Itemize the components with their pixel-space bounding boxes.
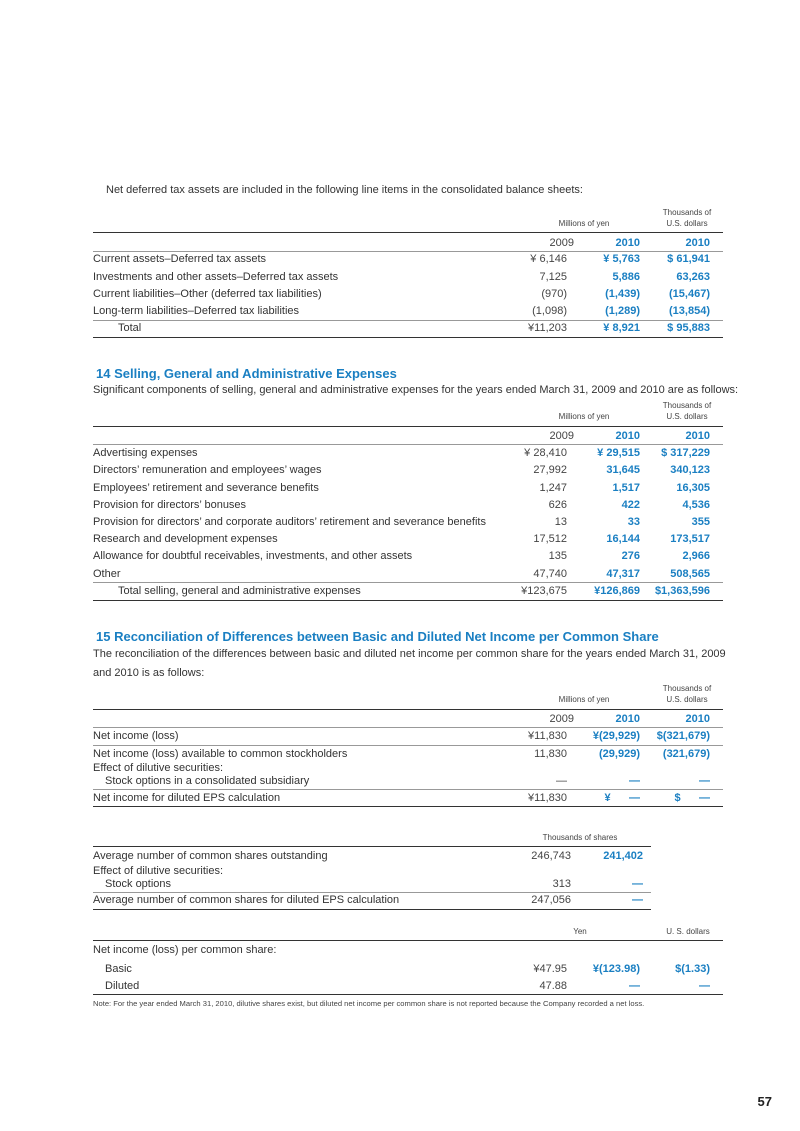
value-usd: $ 317,229 xyxy=(661,447,710,459)
row-label: Directors’ remuneration and employees’ wages xyxy=(93,464,322,476)
value-usd: $ 95,883 xyxy=(667,322,710,334)
section-15-intro-2: and 2010 is as follows: xyxy=(93,667,205,679)
row-label: Effect of dilutive securities: xyxy=(93,762,224,774)
deferred-top-rule xyxy=(93,232,723,233)
table-row xyxy=(93,479,710,497)
value-2009: 1,247 xyxy=(539,482,567,494)
value-usd: 4,536 xyxy=(682,499,710,511)
value-2009: 27,992 xyxy=(533,464,567,476)
value-usd: 173,517 xyxy=(670,533,710,545)
value-2010: 47,317 xyxy=(606,568,640,580)
row-label: Total selling, general and administrative expenses xyxy=(118,585,361,597)
value-2010: ¥(29,929) xyxy=(592,730,640,742)
value-usd: 63,263 xyxy=(676,271,710,283)
table-row xyxy=(93,513,710,531)
value-2009: 17,512 xyxy=(533,533,567,545)
row-label: Average number of common shares for diluted EPS calculation xyxy=(93,894,400,906)
footnote: Note: For the year ended March 31, 2010, dilutive shares exist, but diluted net income per common share is not reported because the Company recorded a net loss. xyxy=(93,999,645,1008)
sga-unit-yen: Millions of yen xyxy=(558,412,610,421)
value-usd: 16,305 xyxy=(676,482,710,494)
value-usd: 508,565 xyxy=(670,568,710,580)
deferred-unit-usd-2: U.S. dollars xyxy=(666,219,708,228)
row-label: Net income (loss) available to common stockholders xyxy=(93,748,348,760)
table-row xyxy=(93,977,710,995)
value-2009: ¥11,830 xyxy=(528,730,567,742)
value-2010: — xyxy=(632,878,643,890)
sga-top-rule xyxy=(93,426,723,427)
section-14-title: 14 Selling, General and Administrative Expenses xyxy=(96,366,397,381)
row-label: Advertising expenses xyxy=(93,447,198,459)
value-2009: ¥ 28,410 xyxy=(524,447,567,459)
shares-unit: Thousands of shares xyxy=(542,833,618,842)
value-usd: — xyxy=(699,980,710,992)
eps-top-rule xyxy=(93,709,723,710)
value-2009: 626 xyxy=(548,499,567,511)
section-15-title: 15 Reconciliation of Differences between Basic and Diluted Net Income per Common Share xyxy=(96,629,659,644)
sga-year-2010-usd: 2010 xyxy=(685,430,710,442)
deferred-year-2010: 2010 xyxy=(615,237,640,249)
section-14-intro: Significant components of selling, general and administrative expenses for the years ended March 31, 2009 and 2010 are as follows: xyxy=(93,384,739,396)
row-label: Long-term liabilities–Deferred tax liabilities xyxy=(93,305,300,317)
sga-year-2010: 2010 xyxy=(615,430,640,442)
value-2010: ¥ — xyxy=(604,792,640,804)
eps-year-2009: 2009 xyxy=(549,713,574,725)
value-2009: 13 xyxy=(554,516,567,528)
value-usd: 340,123 xyxy=(670,464,710,476)
eps-bottom-rule xyxy=(93,806,723,807)
table-row xyxy=(93,565,710,583)
value-2010: ¥ 5,763 xyxy=(603,253,640,265)
row-label: Investments and other assets–Deferred tax assets xyxy=(93,271,339,283)
per-share-bottom-rule xyxy=(93,994,723,995)
value-2010: 276 xyxy=(621,550,640,562)
row-label: Net income (loss) per common share: xyxy=(93,944,277,956)
deferred-unit-yen: Millions of yen xyxy=(558,219,610,228)
value-2010: ¥126,869 xyxy=(594,585,640,597)
row-label: Employees’ retirement and severance benefits xyxy=(93,482,319,494)
row-label: Average number of common shares outstanding xyxy=(93,850,328,862)
value-2009: (1,098) xyxy=(532,305,567,317)
table-row-total xyxy=(93,789,710,807)
deferred-year-2009: 2009 xyxy=(549,237,574,249)
value-2009: ¥ 6,146 xyxy=(530,253,567,265)
value-usd: $ 61,941 xyxy=(667,253,710,265)
value-2010: 241,402 xyxy=(603,850,643,862)
row-label: Allowance for doubtful receivables, investments, and other assets xyxy=(93,550,413,562)
value-usd: (321,679) xyxy=(662,748,710,760)
value-usd: 355 xyxy=(691,516,710,528)
value-2010: 1,517 xyxy=(612,482,640,494)
value-2009: 11,830 xyxy=(534,748,567,760)
value-2009: — xyxy=(556,775,567,787)
value-2010: (29,929) xyxy=(599,748,640,760)
value-usd: $ — xyxy=(674,792,710,804)
table-row xyxy=(93,960,710,978)
table-row xyxy=(93,268,710,286)
row-label: Research and development expenses xyxy=(93,533,278,545)
per-share-unit-usd: U. S. dollars xyxy=(666,927,710,936)
table-row xyxy=(93,530,710,548)
value-2009: ¥11,203 xyxy=(528,322,567,334)
value-2010: (1,439) xyxy=(605,288,640,300)
value-2010: 31,645 xyxy=(606,464,640,476)
value-2010: ¥(123.98) xyxy=(592,963,640,975)
deferred-tax-intro: Net deferred tax assets are included in the following line items in the consolidated balance sheets: xyxy=(106,184,583,196)
row-label: Stock options xyxy=(105,878,172,890)
value-2010: ¥ 8,921 xyxy=(603,322,640,334)
sga-unit-usd-1: Thousands of xyxy=(662,401,712,410)
value-2009: 135 xyxy=(548,550,567,562)
table-row xyxy=(93,285,710,303)
row-label: Other xyxy=(93,568,121,580)
value-2009: 7,125 xyxy=(539,271,567,283)
table-row xyxy=(93,547,710,565)
deferred-year-2010-usd: 2010 xyxy=(685,237,710,249)
eps-unit-usd-1: Thousands of xyxy=(662,684,712,693)
table-row xyxy=(93,444,710,462)
sga-year-2009: 2009 xyxy=(549,430,574,442)
value-2009: ¥11,830 xyxy=(528,792,567,804)
row-label: Diluted xyxy=(105,980,140,992)
value-2010: — xyxy=(632,894,643,906)
row-label: Stock options in a consolidated subsidiary xyxy=(105,775,310,787)
eps-year-2010: 2010 xyxy=(615,713,640,725)
value-2009: 47,740 xyxy=(533,568,567,580)
value-2010: 16,144 xyxy=(606,533,640,545)
table-row xyxy=(93,250,710,268)
shares-bottom-rule xyxy=(93,909,651,910)
table-row xyxy=(93,461,710,479)
row-label: Provision for directors’ bonuses xyxy=(93,499,247,511)
section-15-intro-1: The reconciliation of the differences between basic and diluted net income per common share for the years ended March 31, 2009 xyxy=(93,648,726,660)
value-2009: 247,056 xyxy=(531,894,571,906)
row-label: Total xyxy=(118,322,142,334)
value-2009: 313 xyxy=(552,878,571,890)
table-row-total xyxy=(93,891,651,909)
deferred-bottom-rule xyxy=(93,337,723,338)
table-row-total xyxy=(93,582,710,600)
table-row xyxy=(93,727,710,745)
value-2010: 33 xyxy=(627,516,640,528)
value-2009: ¥47.95 xyxy=(533,963,567,975)
page-number: 57 xyxy=(757,1094,772,1109)
table-row-total xyxy=(93,319,710,337)
value-2009: 246,743 xyxy=(531,850,571,862)
value-usd: $1,363,596 xyxy=(654,585,710,597)
value-2010: ¥ 29,515 xyxy=(597,447,640,459)
table-row xyxy=(93,941,710,959)
value-usd: (15,467) xyxy=(669,288,710,300)
value-2009: (970) xyxy=(541,288,567,300)
deferred-unit-usd-1: Thousands of xyxy=(662,208,712,217)
per-share-unit-yen: Yen xyxy=(573,927,587,936)
value-usd: $(321,679) xyxy=(656,730,710,742)
row-label: Net income (loss) xyxy=(93,730,179,742)
sga-unit-usd-2: U.S. dollars xyxy=(666,412,708,421)
value-2010: (1,289) xyxy=(605,305,640,317)
row-label: Current liabilities–Other (deferred tax liabilities) xyxy=(93,288,322,300)
value-usd: 2,966 xyxy=(682,550,710,562)
value-2010: 422 xyxy=(621,499,640,511)
row-label: Provision for directors’ and corporate auditors’ retirement and severance benefits xyxy=(93,516,486,528)
value-usd: — xyxy=(699,775,710,787)
value-2010: — xyxy=(629,775,640,787)
value-2010: — xyxy=(629,980,640,992)
value-2009: 47.88 xyxy=(539,980,567,992)
row-label: Net income for diluted EPS calculation xyxy=(93,792,281,804)
row-label: Effect of dilutive securities: xyxy=(93,865,224,877)
eps-year-2010-usd: 2010 xyxy=(685,713,710,725)
sga-bottom-rule xyxy=(93,600,723,601)
row-label: Current assets–Deferred tax assets xyxy=(93,253,267,265)
eps-unit-usd-2: U.S. dollars xyxy=(666,695,708,704)
value-2009: ¥123,675 xyxy=(521,585,567,597)
row-label: Basic xyxy=(105,963,132,975)
value-2010: 5,886 xyxy=(612,271,640,283)
table-row xyxy=(93,496,710,514)
eps-unit-yen: Millions of yen xyxy=(558,695,610,704)
table-row xyxy=(93,772,710,790)
value-usd: $(1.33) xyxy=(675,963,710,975)
value-usd: (13,854) xyxy=(669,305,710,317)
table-row xyxy=(93,302,710,320)
